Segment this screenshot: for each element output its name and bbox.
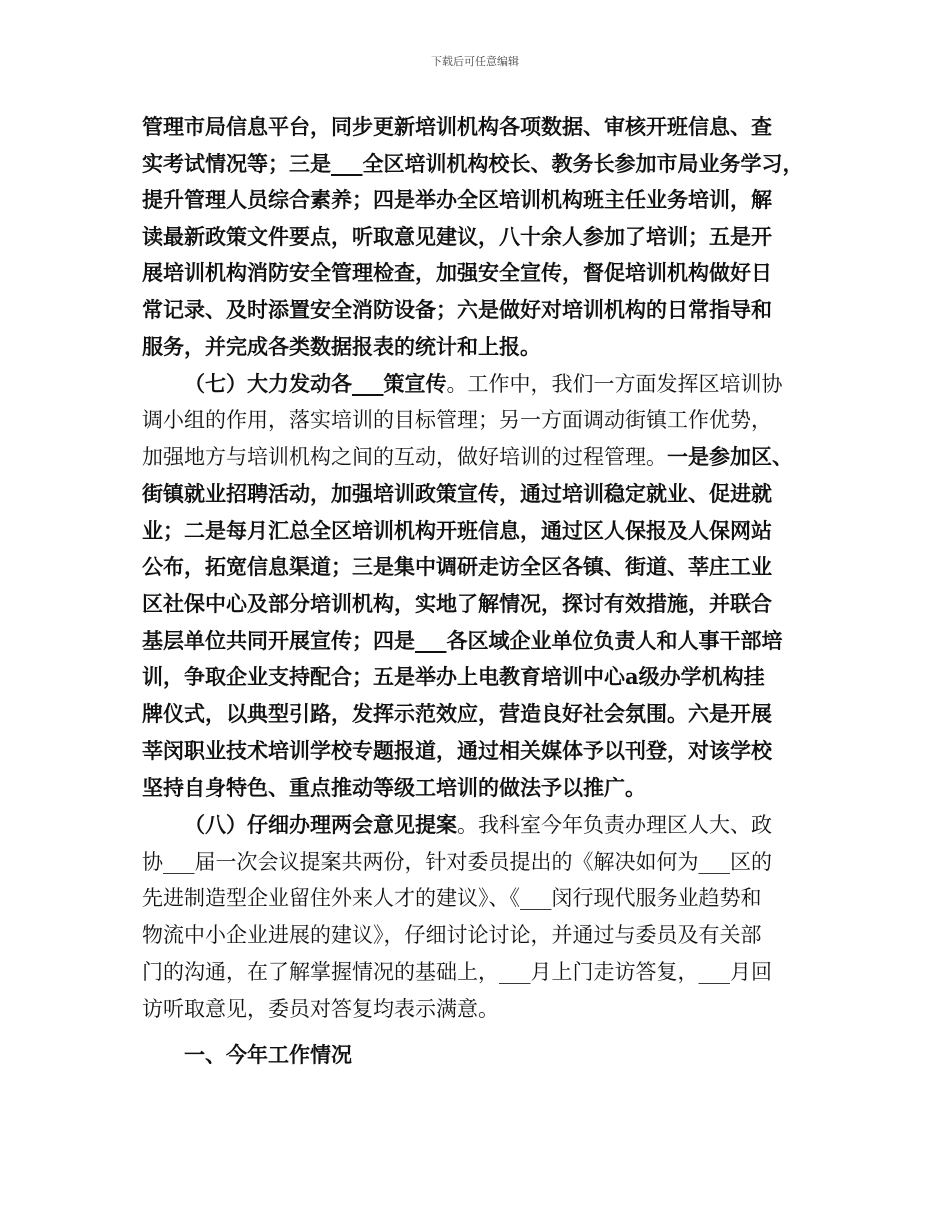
heading-text: 一、今年工作情况 — [184, 1042, 352, 1067]
line-text: 训，争取企业支持配合；五是举办上电教育培训中心a级办学机构挂 — [142, 664, 765, 689]
line-text: 提升管理人员综合素养；四是举办全区培训机构班主任业务培训，解 — [142, 187, 772, 212]
line-text: 门的沟通，在了解掌握情况的基础上，___月上门走访答复，___月回 — [142, 960, 772, 984]
paragraph-line — [142, 405, 772, 435]
line-text: 。我科室今年负责办理区人大、政 — [457, 813, 772, 837]
paragraph-line — [142, 736, 772, 766]
line-text: 坚持自身特色、重点推动等级工培训的做法予以推广。 — [142, 775, 646, 800]
line-text: 街镇就业招聘活动，加强培训政策宣传，通过培训稳定就业、促进就 — [142, 481, 772, 506]
line-text: 服务，并完成各类数据报表的统计和上报。 — [142, 334, 541, 359]
paragraph-line — [142, 516, 772, 546]
line-text: 调小组的作用，落实培训的目标管理；另一方面调动街镇工作优势， — [142, 408, 772, 432]
paragraph-line — [142, 589, 772, 619]
line-text: 公布，拓宽信息渠道；三是集中调研走访全区各镇、街道、莘庄工业 — [142, 554, 772, 579]
paragraph-line — [142, 552, 772, 582]
paragraph-line — [142, 883, 762, 913]
line-text: 常记录、及时添置安全消防设备；六是做好对培训机构的日常指导和 — [142, 297, 772, 322]
line-text: 牌仪式，以典型引路，发挥示范效应，营造良好社会氛围。六是开展 — [142, 701, 772, 726]
page-header-note: 下载后可任意编辑 — [431, 55, 519, 68]
line-text-bold: 一是参加区、 — [667, 444, 793, 469]
paragraph-line — [142, 332, 541, 362]
line-text: 业；二是每月汇总全区培训机构开班信息，通过区人保报及人保网站 — [142, 518, 772, 543]
paragraph-line — [142, 185, 772, 215]
line-text: 实考试情况等；三是___全区培训机构校长、教务长参加市局业务学习， — [142, 151, 804, 176]
line-text: 读最新政策文件要点，听取意见建议，八十余人参加了培训；五是开 — [142, 224, 772, 249]
line-text: 物流中小企业进展的建议》，仔细讨论讨论，并通过与委员及有关部 — [142, 923, 762, 947]
section-heading: （八）仔细办理两会意见提案 — [184, 812, 457, 837]
paragraph-line — [142, 626, 783, 656]
line-text: 加强地方与培训机构之间的互动，做好培训的过程管理。 — [142, 445, 667, 469]
section-heading: （七）大力发动各___策宣传 — [184, 371, 447, 396]
paragraph-line — [142, 957, 772, 987]
section-7-heading-line — [184, 369, 783, 399]
paragraph-line — [142, 222, 772, 252]
paragraph-line — [142, 662, 765, 692]
section-heading-current-year-work — [184, 1040, 352, 1070]
paragraph-line — [142, 295, 772, 325]
paragraph-line — [142, 149, 804, 179]
paragraph-line — [142, 442, 793, 472]
line-text: 。工作中，我们一方面发挥区培训协 — [446, 372, 783, 396]
line-text: 莘闵职业技术培训学校专题报道，通过相关媒体予以刊登，对该学校 — [142, 738, 772, 763]
paragraph-line — [142, 920, 762, 950]
line-text: 区社保中心及部分培训机构，实地了解情况，探讨有效措施，并联合 — [142, 591, 772, 616]
line-text: 管理市局信息平台，同步更新培训机构各项数据、审核开班信息、查 — [142, 114, 772, 139]
paragraph-line — [142, 699, 772, 729]
line-text: 访听取意见，委员对答复均表示满意。 — [142, 997, 499, 1021]
paragraph-line — [142, 479, 772, 509]
line-text: 展培训机构消防安全管理检查，加强安全宣传，督促培训机构做好日 — [142, 260, 772, 285]
line-text: 先进制造型企业留住外来人才的建议》、《___闵行现代服务业趋势和 — [142, 886, 762, 910]
line-text: 协___届一次会议提案共两份，针对委员提出的《解决如何为___区的 — [142, 850, 772, 874]
paragraph-line — [142, 112, 772, 142]
section-8-heading-line — [184, 810, 772, 840]
paragraph-line — [142, 994, 499, 1024]
paragraph-line — [142, 258, 772, 288]
paragraph-line — [142, 773, 646, 803]
paragraph-line — [142, 847, 772, 877]
line-text: 基层单位共同开展宣传；四是___各区域企业单位负责人和人事干部培 — [142, 628, 783, 653]
